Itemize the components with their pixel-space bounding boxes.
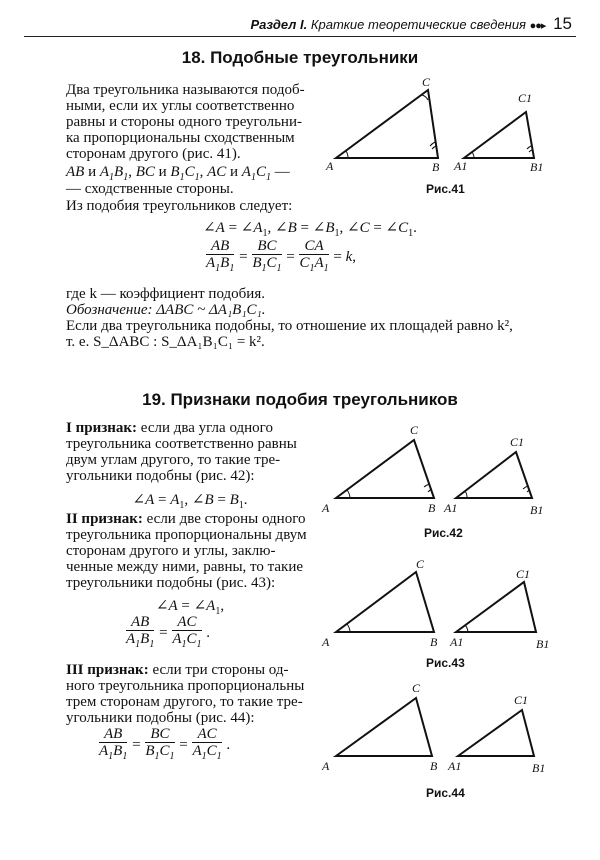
criterion-2 <box>66 511 314 591</box>
criterion-2-angle: ∠A = $\angle A_1$, <box>155 598 225 617</box>
label-c1: C1 <box>514 693 529 707</box>
label-b: B <box>430 759 438 773</box>
header-section: Раздел I. <box>250 17 308 32</box>
triangle-abc <box>336 90 438 158</box>
s18-def-line: сторонам другого (рис. 41). <box>66 146 241 162</box>
s18-where-k: где k — коэффициент подобия. <box>66 286 265 302</box>
running-header <box>250 14 572 34</box>
criterion-3 <box>66 662 314 726</box>
label-c1: C1 <box>510 435 525 449</box>
angle-c-arc <box>422 95 428 100</box>
label-b1: B1 <box>530 160 544 174</box>
angle-a1-arc <box>465 625 468 632</box>
triangle-abc <box>336 698 432 756</box>
page-number: 15 <box>553 14 572 33</box>
criterion-1-line: угольники подобны (рис. 42): <box>66 468 255 484</box>
label-a: A <box>326 159 334 173</box>
criterion-3-line: трем сторонам другого, то такие тре- <box>66 694 303 710</box>
label-c: C <box>416 560 425 571</box>
section-18-title: 18. Подобные треугольники <box>181 48 419 67</box>
criterion-2-line: сторонам другого и углы, заклю- <box>66 543 276 559</box>
angle-a-arc <box>347 624 350 632</box>
triangle-abc <box>336 572 434 632</box>
angle-b1-arc <box>529 150 532 152</box>
criterion-2-line: треугольники подобны (рис. 43): <box>66 575 276 591</box>
label-c1: C1 <box>516 567 531 581</box>
criterion-1-head: I признак: <box>66 420 138 436</box>
label-a1: A1 <box>444 501 458 515</box>
s18-notation: Обозначение: ΔABC ~ ΔA₁B₁C₁. <box>66 302 266 318</box>
label-a: A <box>322 501 330 515</box>
triangle-a1b1c1 <box>458 710 534 756</box>
label-a: A <box>322 759 330 773</box>
triangle-a1b1c1 <box>456 582 536 632</box>
s18-definition <box>66 82 316 162</box>
triangle-abc <box>336 440 434 498</box>
angle-b-arc <box>430 142 435 146</box>
label-b: B <box>428 501 436 515</box>
header-rule <box>24 36 576 37</box>
label-b: B <box>430 635 438 649</box>
label-c1: C1 <box>518 91 533 105</box>
header-dots-icon: ●●▸ <box>529 20 546 32</box>
angle-a-arc <box>347 490 350 498</box>
figure-41-triangles <box>318 72 578 182</box>
s18-area-line1: Если два треугольника подобны, то отношение их площадей равно k², <box>66 318 513 334</box>
criterion-2-head: II признак: <box>66 511 143 527</box>
label-b1: B1 <box>532 761 546 775</box>
fig-44-caption: Рис.44 <box>426 786 465 800</box>
figure-42-triangles <box>318 420 578 520</box>
s18-angle-equalities: ∠A = $\angle A_1$, ∠B = $\angle B_1$, ∠C = $\angle C_1$. <box>203 220 417 239</box>
s18-def-line: Два треугольника называются подоб- <box>66 82 305 98</box>
s18-pairs-suffix: — сходственные стороны. <box>66 181 234 197</box>
criterion-2-line: ченные между ними, равны, то такие <box>66 559 304 575</box>
triangle-a1b1c1 <box>456 452 532 498</box>
angle-a-arc <box>346 151 348 158</box>
s18-pairs: AB и $A_1B_1$, BC и $B_1C_1$, AC и $A_1C_1$ — <box>66 164 290 183</box>
angle-a1-arc <box>465 491 467 498</box>
figure-44-triangles <box>318 680 578 780</box>
angle-b-arc <box>432 146 436 149</box>
criterion-3-line: ного треугольника пропорциональны <box>66 678 305 694</box>
label-a: A <box>322 635 330 649</box>
label-a1: A1 <box>450 635 464 649</box>
triangle-a1b1c1 <box>464 112 534 158</box>
criterion-1 <box>66 420 314 484</box>
criterion-3-ratio: $\frac{AB}{A_1B_1}$ = $\frac{BC}{B_1C_1}$ = $\frac{AC}{A_1C_1}$ . <box>99 726 231 762</box>
criterion-2-ratio: $\frac{AB}{A_1B_1}$ = $\frac{AC}{A_1C_1}$ . <box>126 614 210 650</box>
angle-b1-arc <box>527 146 531 149</box>
criterion-1-line: если два угла одного <box>140 420 273 436</box>
s18-area-line2: т. е. S_ΔABC : S_ΔA₁B₁C₁ = k². <box>66 334 265 350</box>
angle-b1-arc <box>523 486 528 489</box>
criterion-2-line: треугольника пропорциональны двум <box>66 527 307 543</box>
label-b1: B1 <box>536 637 550 651</box>
header-subtitle: Краткие теоретические сведения <box>310 17 527 32</box>
fig-43-caption: Рис.43 <box>426 656 465 670</box>
s18-def-line: равны и стороны одного треугольни- <box>66 114 302 130</box>
fig-41-caption: Рис.41 <box>426 182 465 196</box>
label-c: C <box>410 423 419 437</box>
criterion-1-line: треугольника соответственно равны <box>66 436 297 452</box>
label-b1: B1 <box>530 503 544 517</box>
fig-42-caption: Рис.42 <box>424 526 463 540</box>
label-c: C <box>422 75 431 89</box>
s18-follows: Из подобия треугольников следует: <box>66 198 293 214</box>
s18-def-line: ными, если их углы соответственно <box>66 98 295 114</box>
figure-43-triangles <box>318 560 578 660</box>
s18-ratio-formula: $\frac{AB}{A_1B_1}$ = $\frac{BC}{B_1C_1}$ = $\frac{CA}{C_1A_1}$ = k, <box>206 238 357 274</box>
s18-def-line: ка пропорциональны сходственным <box>66 130 295 146</box>
label-a1: A1 <box>454 159 468 173</box>
criterion-1-line: двум углам другого, то такие тре- <box>66 452 281 468</box>
label-b: B <box>432 160 440 174</box>
criterion-3-line: угольники подобны (рис. 44): <box>66 710 255 726</box>
criterion-3-line: если три стороны од- <box>152 662 289 678</box>
criterion-3-head: III признак: <box>66 662 149 678</box>
criterion-2-line: если две стороны одного <box>146 511 306 527</box>
criterion-1-formula: ∠A = $A_1$, ∠B = $B_1$. <box>132 492 248 511</box>
section-19-title: 19. Признаки подобия треугольников <box>142 390 458 409</box>
label-c: C <box>412 681 421 695</box>
label-a1: A1 <box>448 759 462 773</box>
